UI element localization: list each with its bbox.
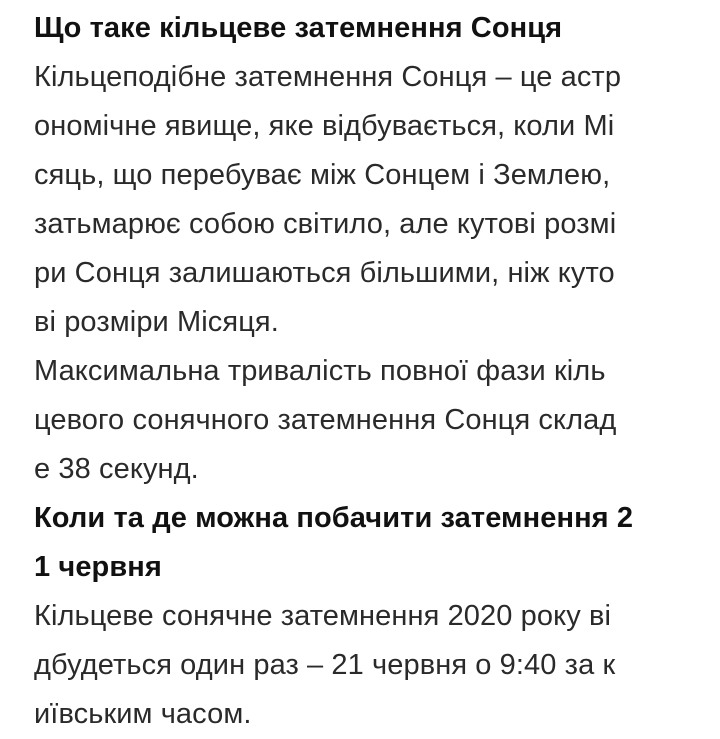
article-body [34,0,714,739]
paragraph-line: ономічне явище, яке відбувається, коли Мі [34,110,615,142]
paragraph-line: цевого сонячного затемнення Сонця склад [34,404,617,436]
paragraph-definition [34,53,714,347]
paragraph-line: сяць, що перебуває між Сонцем і Землею, [34,159,611,191]
paragraph-line: Максимальна тривалість повної фази кіль [34,355,606,387]
heading-when-where-to-see [34,494,714,592]
paragraph-line: ві розміри Місяця. [34,306,279,338]
paragraph-line: затьмарює собою світило, але кутові розмі [34,208,617,240]
paragraph-duration [34,347,714,494]
paragraph-line: Кільцеве сонячне затемнення 2020 року ві [34,600,612,632]
heading-line: 1 червня [34,551,162,583]
paragraph-line: дбудеться один раз – 21 червня о 9:40 за к [34,649,616,681]
paragraph-line: Кільцеподібне затемнення Сонця – це астр [34,61,622,93]
paragraph-eclipse-date [34,592,714,739]
heading-line: Коли та де можна побачити затемнення 2 [34,502,634,534]
heading-what-is-annular-eclipse: Що таке кільцеве затемнення Сонця [34,12,563,44]
paragraph-line: ри Сонця залишаються більшими, ніж куто [34,257,615,289]
paragraph-line: иївським часом. [34,698,252,730]
paragraph-line: е 38 секунд. [34,453,199,485]
